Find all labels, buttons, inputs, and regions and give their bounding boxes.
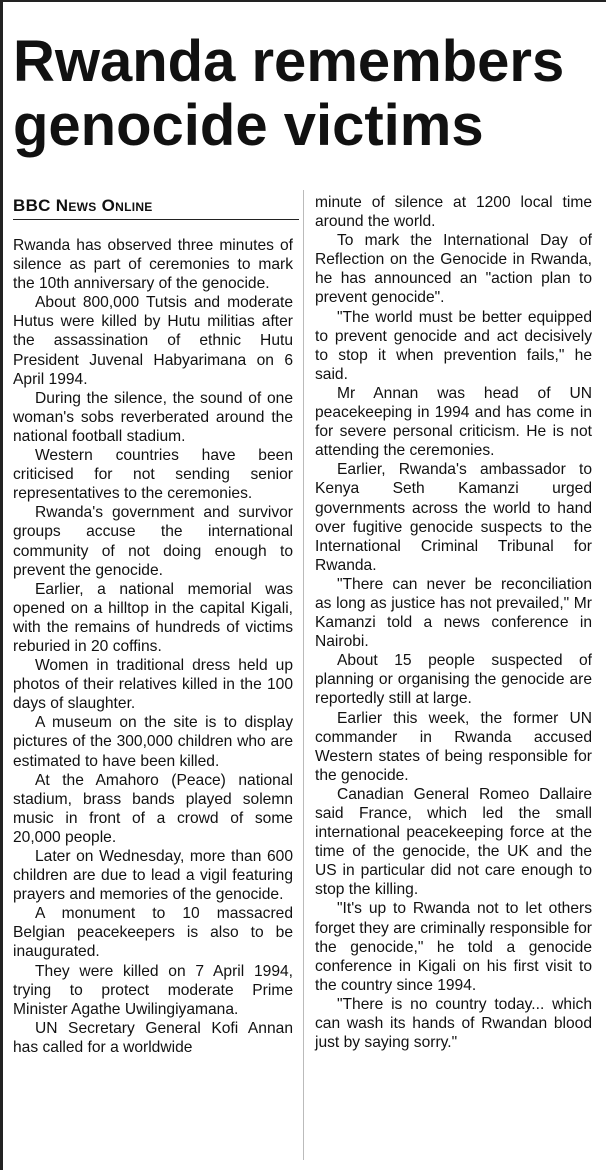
paragraph: "There can never be reconciliation as long as justice has not prevailed," Mr Kamanzi told a news conference in Nairobi. — [315, 575, 592, 651]
column-divider — [303, 190, 304, 1160]
paragraph: UN Secretary General Kofi Annan has called for a worldwide — [13, 1019, 293, 1056]
paragraph: During the silence, the sound of one woman's sobs reverberated around the national football stadium. — [13, 389, 293, 445]
paragraph: Women in traditional dress held up photos of their relatives killed in the 100 days of slaughter. — [13, 657, 293, 713]
paragraph: "There is no country today... which can wash its hands of Rwandan blood just by saying sorry." — [315, 995, 592, 1052]
paragraph: At the Amahoro (Peace) national stadium, brass bands played solemn music in front of a crowd of some 20,000 people. — [13, 771, 293, 846]
paragraph: Earlier this week, the former UN commander in Rwanda accused Western states of being responsible for the genocide. — [315, 709, 592, 784]
paragraph: Later on Wednesday, more than 600 children are due to lead a vigil featuring prayers and memories of the genocide. — [13, 848, 293, 904]
paragraph: Rwanda has observed three minutes of silence as part of ceremonies to mark the 10th anniversary of the genocide. — [13, 237, 293, 293]
top-border-rule — [0, 0, 606, 2]
left-border-rule — [0, 0, 3, 1170]
left-column — [13, 236, 293, 1057]
paragraph: About 800,000 Tutsis and moderate Hutus were killed by Hutu militias after the assassination of ethnic Hutu President Juvenal Habyarimana on 6 April 1994. — [13, 294, 293, 388]
paragraph: Earlier, a national memorial was opened on a hilltop in the capital Kigali, with the remains of hundreds of victims reburied in 20 coffins. — [13, 580, 293, 655]
paragraph: "It's up to Rwanda not to let others forget they are criminally responsible for the genocide," he told a genocide conference in Kigali on his first visit to the country since 1994. — [315, 900, 592, 994]
paragraph: Western countries have been criticised for not sending senior representatives to the ceremonies. — [13, 447, 293, 503]
paragraph: About 15 people suspected of planning or organising the genocide are reportedly still at large. — [315, 652, 592, 708]
right-column — [315, 193, 592, 1052]
paragraph: To mark the International Day of Reflection on the Genocide in Rwanda, he has announced an "action plan to prevent genocide". — [315, 232, 592, 307]
paragraph: Canadian General Romeo Dallaire said France, which led the small international peacekeeping force at the time of the genocide, the UK and the US in particular did not care enough to stop the killing. — [315, 785, 592, 899]
paragraph: minute of silence at 1200 local time around the world. — [315, 194, 592, 231]
paragraph: "The world must be better equipped to prevent genocide and act decisively to stop it when prevention fails," he said. — [315, 308, 592, 383]
paragraph: Rwanda's government and survivor groups accuse the international community of not doing enough to prevent the genocide. — [13, 504, 293, 579]
paragraph: Mr Annan was head of UN peacekeeping in 1994 and has come in for severe personal criticism. He is not attending the ceremonies. — [315, 384, 592, 460]
paragraph: They were killed on 7 April 1994, trying to protect moderate Prime Minister Agathe Uwilingiyamana. — [13, 962, 293, 1018]
paragraph: A museum on the site is to display pictures of the 300,000 children who are estimated to have been killed. — [13, 714, 293, 770]
article-source: BBC News Online — [13, 196, 299, 220]
paragraph: Earlier, Rwanda's ambassador to Kenya Seth Kamanzi urged governments across the world to hand over fugitive genocide suspects to the International Criminal Tribunal for Rwanda. — [315, 461, 592, 574]
paragraph: A monument to 10 massacred Belgian peacekeepers is also to be inaugurated. — [13, 905, 293, 961]
article-headline: Rwanda remembers genocide victims — [13, 29, 565, 158]
